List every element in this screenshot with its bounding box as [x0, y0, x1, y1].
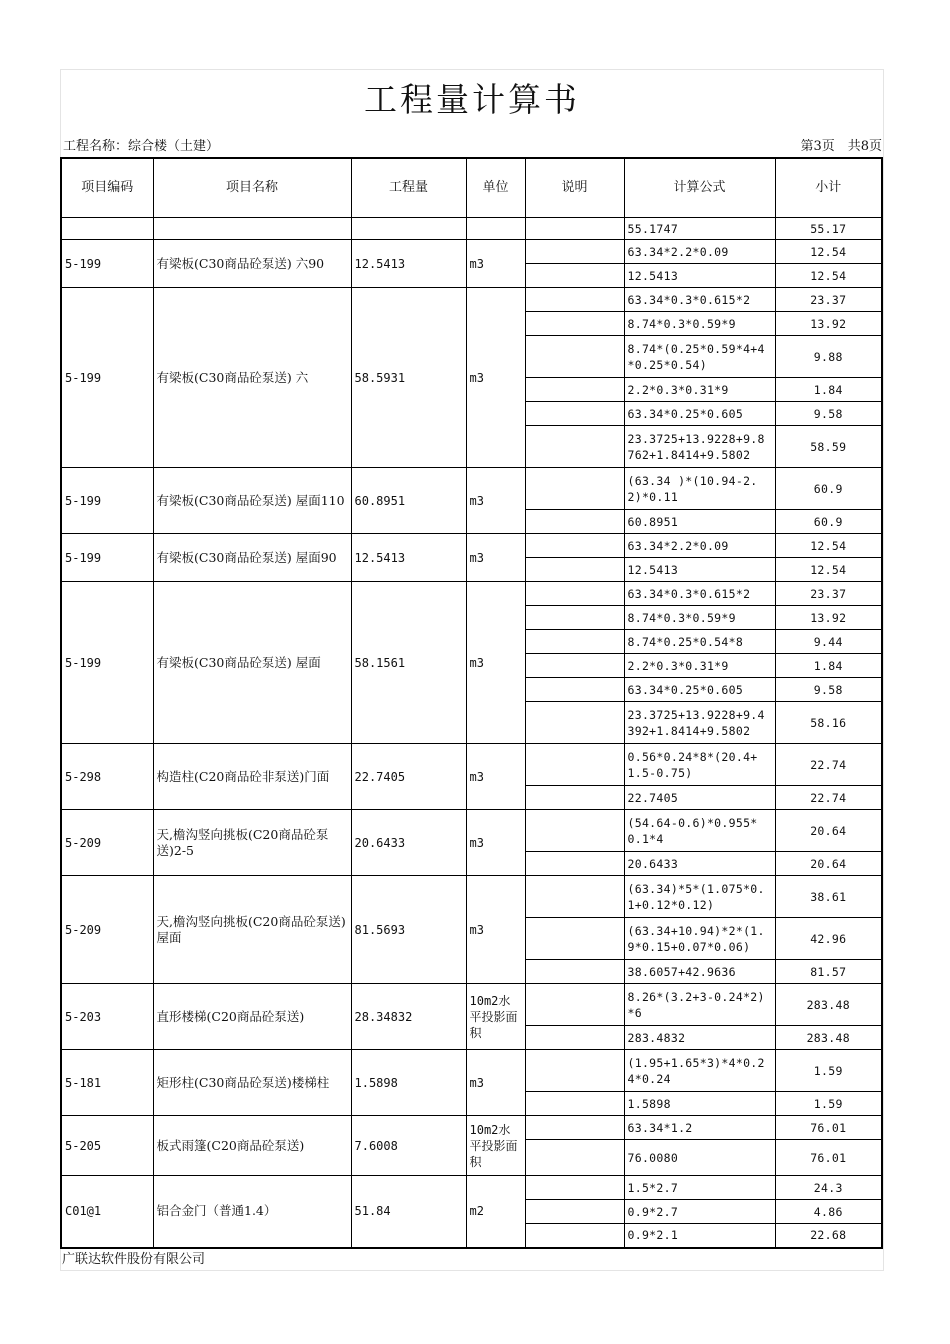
row-formula: 12.5413 [624, 558, 775, 582]
header-quantity: 工程量 [351, 158, 466, 218]
row-formula: 63.34*0.3*0.615*2 [624, 582, 775, 606]
table-row [61, 218, 882, 240]
row-description [525, 984, 624, 1026]
table-row [61, 1050, 882, 1092]
row-description [525, 1116, 624, 1140]
document-title: 工程量计算书 [364, 80, 580, 119]
item-code: 5-199 [61, 288, 153, 468]
row-formula: 12.5413 [624, 264, 775, 288]
row-description [525, 852, 624, 876]
row-subtotal: 38.61 [775, 876, 882, 918]
item-quantity: 60.8951 [351, 468, 466, 534]
row-formula: 0.56*0.24*8*(20.4+1.5-0.75) [624, 744, 775, 786]
row-description [525, 582, 624, 606]
item-code: 5-199 [61, 582, 153, 744]
row-subtotal: 1.84 [775, 654, 882, 678]
row-subtotal: 20.64 [775, 852, 882, 876]
page-number: 第3页 共8页 [800, 139, 882, 154]
row-formula: (63.34)*5*(1.075*0.1+0.12*0.12) [624, 876, 775, 918]
item-quantity [351, 218, 466, 240]
row-formula: 22.7405 [624, 786, 775, 810]
item-unit: m3 [466, 744, 525, 810]
item-quantity: 1.5898 [351, 1050, 466, 1116]
row-description [525, 534, 624, 558]
row-subtotal: 60.9 [775, 510, 882, 534]
item-unit: m3 [466, 810, 525, 876]
item-name: 有梁板(C30商品砼泵送) 六90 [153, 240, 351, 288]
row-description [525, 744, 624, 786]
item-code: 5-199 [61, 468, 153, 534]
item-name: 天,檐沟竖向挑板(C20商品砼泵送)2-5 [153, 810, 351, 876]
row-formula: 8.74*(0.25*0.59*4+4*0.25*0.54) [624, 336, 775, 378]
header-code: 项目编码 [61, 158, 153, 218]
row-subtotal: 12.54 [775, 264, 882, 288]
item-unit [466, 218, 525, 240]
row-subtotal: 58.59 [775, 426, 882, 468]
row-formula: 63.34*1.2 [624, 1116, 775, 1140]
row-formula: 20.6433 [624, 852, 775, 876]
row-formula: 60.8951 [624, 510, 775, 534]
item-name: 直形楼梯(C20商品砼泵送) [153, 984, 351, 1050]
row-formula: 8.74*0.3*0.59*9 [624, 312, 775, 336]
item-code: 5-205 [61, 1116, 153, 1176]
table-row [61, 288, 882, 312]
row-formula: 8.74*0.25*0.54*8 [624, 630, 775, 654]
item-quantity: 81.5693 [351, 876, 466, 984]
item-quantity: 12.5413 [351, 534, 466, 582]
row-subtotal: 22.68 [775, 1224, 882, 1248]
table-row [61, 876, 882, 918]
row-formula: (63.34 )*(10.94-2.2)*0.11 [624, 468, 775, 510]
item-name: 有梁板(C30商品砼泵送) 屋面 [153, 582, 351, 744]
row-subtotal: 283.48 [775, 984, 882, 1026]
row-description [525, 960, 624, 984]
row-description [525, 336, 624, 378]
row-description [525, 1200, 624, 1224]
row-subtotal: 9.88 [775, 336, 882, 378]
table-row [61, 744, 882, 786]
row-subtotal: 22.74 [775, 786, 882, 810]
row-formula: 63.34*0.25*0.605 [624, 678, 775, 702]
table-row [61, 534, 882, 558]
row-formula: (54.64-0.6)*0.955*0.1*4 [624, 810, 775, 852]
table-row [61, 1176, 882, 1200]
item-code: 5-203 [61, 984, 153, 1050]
item-code: 5-298 [61, 744, 153, 810]
row-description [525, 288, 624, 312]
row-description [525, 918, 624, 960]
table-row [61, 582, 882, 606]
header-unit: 单位 [466, 158, 525, 218]
item-name: 铝合金门（普通1.4） [153, 1176, 351, 1248]
row-formula: (1.95+1.65*3)*4*0.24*0.24 [624, 1050, 775, 1092]
row-subtotal: 76.01 [775, 1140, 882, 1176]
item-quantity: 20.6433 [351, 810, 466, 876]
item-unit: m2 [466, 1176, 525, 1248]
row-subtotal: 22.74 [775, 744, 882, 786]
item-unit: m3 [466, 288, 525, 468]
row-description [525, 312, 624, 336]
table-row [61, 984, 882, 1026]
row-description [525, 402, 624, 426]
row-description [525, 426, 624, 468]
table-row [61, 810, 882, 852]
table-row [61, 1116, 882, 1140]
row-description [525, 606, 624, 630]
item-name: 构造柱(C20商品砼非泵送)门面 [153, 744, 351, 810]
item-code: 5-181 [61, 1050, 153, 1116]
item-code: 5-199 [61, 240, 153, 288]
row-description [525, 218, 624, 240]
row-subtotal: 283.48 [775, 1026, 882, 1050]
row-formula: 63.34*2.2*0.09 [624, 240, 775, 264]
row-description [525, 1140, 624, 1176]
row-description [525, 510, 624, 534]
table-header-row [61, 158, 882, 218]
row-formula: 8.74*0.3*0.59*9 [624, 606, 775, 630]
item-name: 天,檐沟竖向挑板(C20商品砼泵送)屋面 [153, 876, 351, 984]
row-subtotal: 4.86 [775, 1200, 882, 1224]
item-code: 5-209 [61, 876, 153, 984]
row-subtotal: 1.59 [775, 1092, 882, 1116]
row-subtotal: 58.16 [775, 702, 882, 744]
row-description [525, 1026, 624, 1050]
table-body [61, 218, 882, 1248]
row-description [525, 1176, 624, 1200]
header-name: 项目名称 [153, 158, 351, 218]
row-subtotal: 24.3 [775, 1176, 882, 1200]
row-description [525, 678, 624, 702]
item-quantity: 7.6008 [351, 1116, 466, 1176]
item-unit: m3 [466, 582, 525, 744]
row-formula: 8.26*(3.2+3-0.24*2)*6 [624, 984, 775, 1026]
row-description [525, 876, 624, 918]
row-formula: (63.34+10.94)*2*(1.9*0.15+0.07*0.06) [624, 918, 775, 960]
item-quantity: 28.34832 [351, 984, 466, 1050]
row-description [525, 630, 624, 654]
row-description [525, 810, 624, 852]
row-subtotal: 81.57 [775, 960, 882, 984]
row-formula: 38.6057+42.9636 [624, 960, 775, 984]
row-formula: 2.2*0.3*0.31*9 [624, 654, 775, 678]
row-description [525, 240, 624, 264]
table-row [61, 468, 882, 510]
row-description [525, 654, 624, 678]
company-footer: 广联达软件股份有限公司 [62, 1252, 206, 1267]
row-formula: 23.3725+13.9228+9.8762+1.8414+9.5802 [624, 426, 775, 468]
item-code: C01@1 [61, 1176, 153, 1248]
row-formula: 76.0080 [624, 1140, 775, 1176]
item-unit: m3 [466, 1050, 525, 1116]
row-subtotal: 12.54 [775, 240, 882, 264]
row-description [525, 1224, 624, 1248]
item-name: 板式雨篷(C20商品砼泵送) [153, 1116, 351, 1176]
item-unit: m3 [466, 534, 525, 582]
project-name: 工程名称：综合楼（土建） [63, 139, 220, 154]
item-quantity: 22.7405 [351, 744, 466, 810]
row-subtotal: 12.54 [775, 534, 882, 558]
item-quantity: 58.1561 [351, 582, 466, 744]
header-subtotal: 小计 [775, 158, 882, 218]
row-formula: 63.34*2.2*0.09 [624, 534, 775, 558]
header-formula: 计算公式 [624, 158, 775, 218]
row-description [525, 264, 624, 288]
row-description [525, 786, 624, 810]
row-subtotal: 12.54 [775, 558, 882, 582]
item-code: 5-209 [61, 810, 153, 876]
item-unit: m3 [466, 240, 525, 288]
item-unit: m3 [466, 876, 525, 984]
row-subtotal: 13.92 [775, 606, 882, 630]
row-formula: 1.5*2.7 [624, 1176, 775, 1200]
item-unit: 10m2水平投影面积 [466, 1116, 525, 1176]
row-formula: 23.3725+13.9228+9.4392+1.8414+9.5802 [624, 702, 775, 744]
row-subtotal: 42.96 [775, 918, 882, 960]
item-unit: 10m2水平投影面积 [466, 984, 525, 1050]
item-name: 有梁板(C30商品砼泵送) 屋面90 [153, 534, 351, 582]
row-description [525, 378, 624, 402]
item-quantity: 58.5931 [351, 288, 466, 468]
row-formula: 55.1747 [624, 218, 775, 240]
row-formula: 283.4832 [624, 1026, 775, 1050]
item-name [153, 218, 351, 240]
row-formula: 2.2*0.3*0.31*9 [624, 378, 775, 402]
row-subtotal: 60.9 [775, 468, 882, 510]
row-description [525, 468, 624, 510]
item-name: 有梁板(C30商品砼泵送) 六 [153, 288, 351, 468]
row-description [525, 702, 624, 744]
row-subtotal: 9.58 [775, 402, 882, 426]
header-description: 说明 [525, 158, 624, 218]
row-subtotal: 55.17 [775, 218, 882, 240]
row-description [525, 1092, 624, 1116]
item-code: 5-199 [61, 534, 153, 582]
row-subtotal: 9.44 [775, 630, 882, 654]
item-quantity: 51.84 [351, 1176, 466, 1248]
row-subtotal: 9.58 [775, 678, 882, 702]
row-subtotal: 20.64 [775, 810, 882, 852]
row-subtotal: 13.92 [775, 312, 882, 336]
row-subtotal: 23.37 [775, 288, 882, 312]
row-subtotal: 23.37 [775, 582, 882, 606]
table-row [61, 240, 882, 264]
item-code [61, 218, 153, 240]
row-subtotal: 76.01 [775, 1116, 882, 1140]
row-formula: 1.5898 [624, 1092, 775, 1116]
item-name: 矩形柱(C30商品砼泵送)楼梯柱 [153, 1050, 351, 1116]
row-formula: 63.34*0.25*0.605 [624, 402, 775, 426]
row-subtotal: 1.84 [775, 378, 882, 402]
row-formula: 63.34*0.3*0.615*2 [624, 288, 775, 312]
item-quantity: 12.5413 [351, 240, 466, 288]
row-formula: 0.9*2.7 [624, 1200, 775, 1224]
quantity-table [60, 157, 883, 1249]
row-description [525, 1050, 624, 1092]
row-description [525, 558, 624, 582]
row-formula: 0.9*2.1 [624, 1224, 775, 1248]
item-name: 有梁板(C30商品砼泵送) 屋面110 [153, 468, 351, 534]
row-subtotal: 1.59 [775, 1050, 882, 1092]
item-unit: m3 [466, 468, 525, 534]
